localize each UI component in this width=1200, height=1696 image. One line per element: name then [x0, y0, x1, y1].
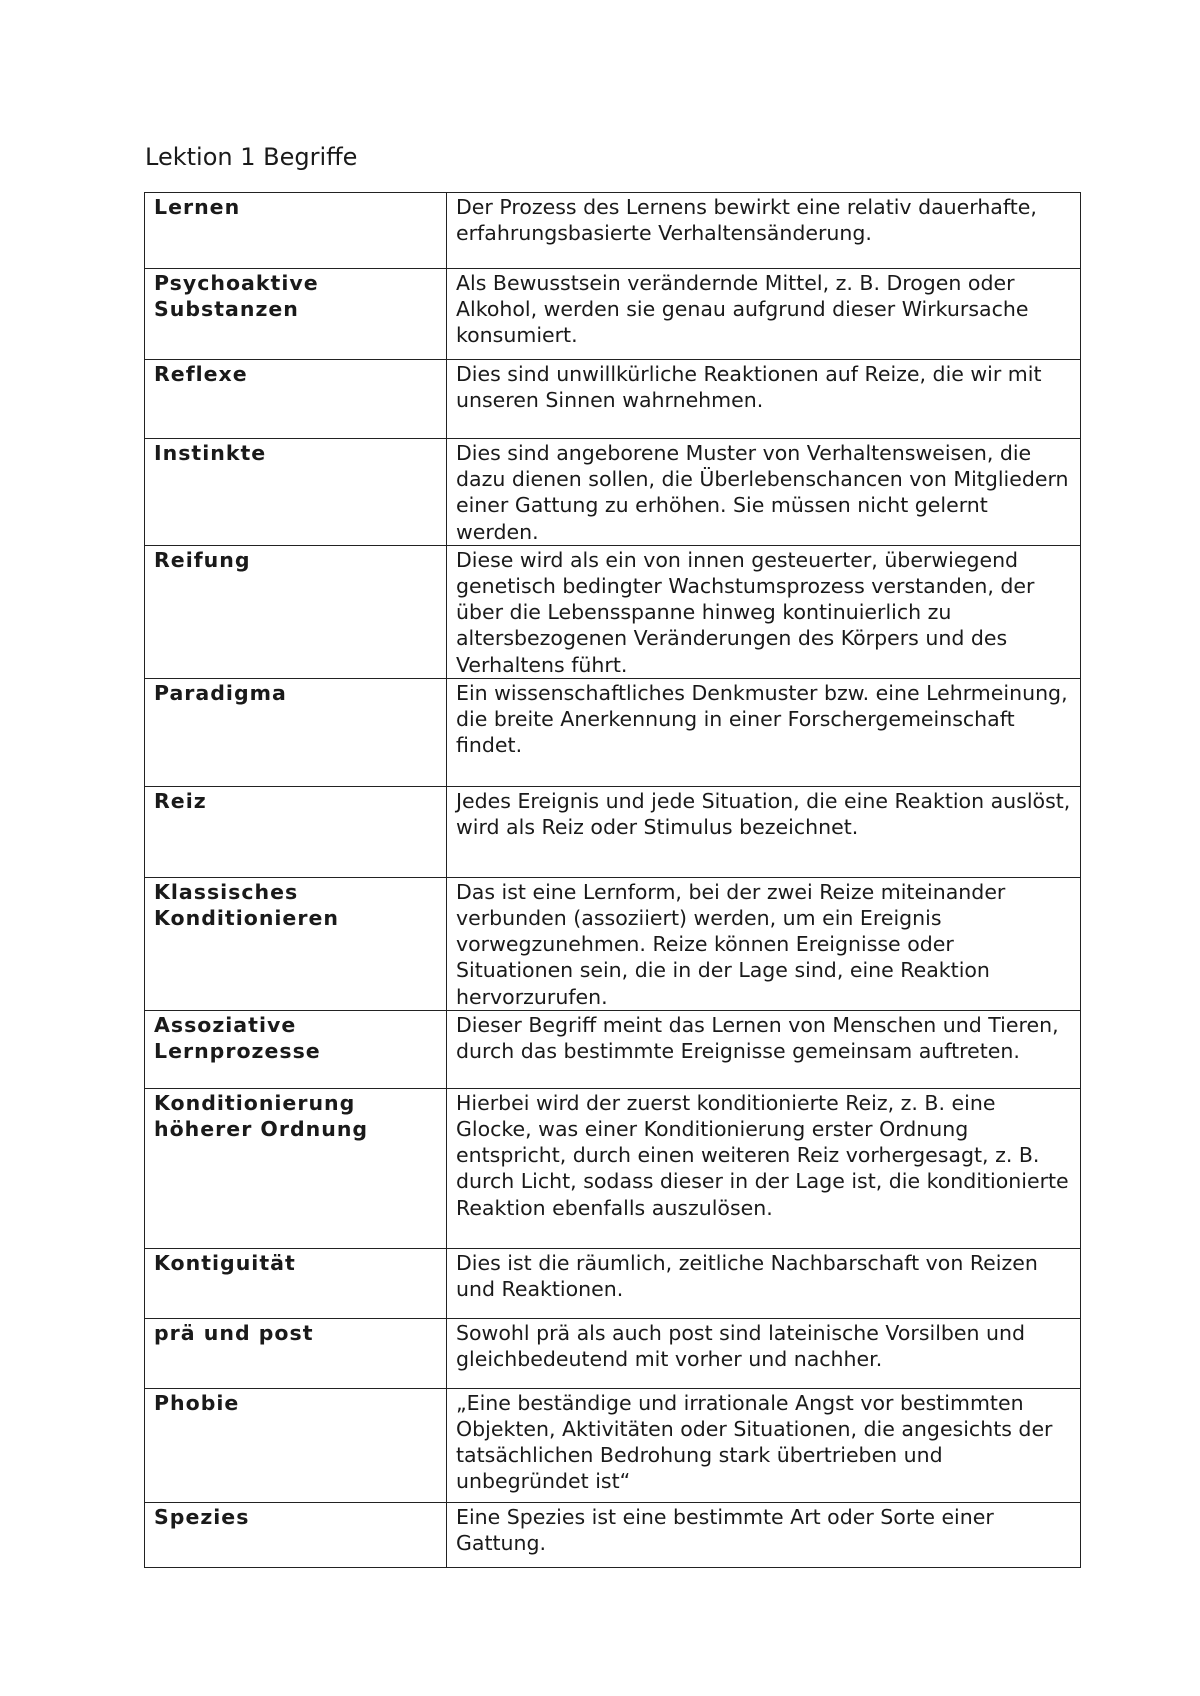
- table-row: [145, 1388, 1081, 1502]
- term-cell: Spezies: [145, 1502, 447, 1567]
- term-cell: Reflexe: [145, 360, 447, 439]
- definition-cell: Der Prozess des Lernens bewirkt eine relativ dauerhafte, erfahrungsbasierte Verhaltensänderung.: [447, 193, 1081, 269]
- definition-cell: Eine Spezies ist eine bestimmte Art oder Sorte einer Gattung.: [447, 1502, 1081, 1567]
- term-cell: Phobie: [145, 1388, 447, 1502]
- glossary-table: [144, 192, 1081, 1568]
- definition-cell: Dies sind angeborene Muster von Verhaltensweisen, die dazu dienen sollen, die Überlebenschancen von Mitgliedern einer Gattung zu erhöhen. Sie müssen nicht gelernt werden.: [447, 439, 1081, 546]
- table-row: [145, 1318, 1081, 1388]
- definition-cell: Hierbei wird der zuerst konditionierte Reiz, z. B. eine Glocke, was einer Konditionierung erster Ordnung entspricht, durch einen weiteren Reiz vorhergesagt, z. B. durch Licht, sodass dieser in der Lage ist, die konditionierte Reaktion ebenfalls auszulösen.: [447, 1088, 1081, 1248]
- definition-cell: Dies sind unwillkürliche Reaktionen auf Reize, die wir mit unseren Sinnen wahrnehmen.: [447, 360, 1081, 439]
- table-row: [145, 877, 1081, 1010]
- page-title: Lektion 1 Begriffe: [145, 143, 358, 171]
- term-cell: Lernen: [145, 193, 447, 269]
- definition-cell: Als Bewusstsein verändernde Mittel, z. B. Drogen oder Alkohol, werden sie genau aufgrund dieser Wirkursache konsumiert.: [447, 269, 1081, 360]
- table-row: [145, 360, 1081, 439]
- table-row: [145, 1088, 1081, 1248]
- term-cell: Kontiguität: [145, 1248, 447, 1318]
- term-cell: Klassisches Konditionieren: [145, 877, 447, 1010]
- term-cell: Konditionierung höherer Ordnung: [145, 1088, 447, 1248]
- definition-cell: Jedes Ereignis und jede Situation, die eine Reaktion auslöst, wird als Reiz oder Stimulus bezeichnet.: [447, 786, 1081, 877]
- definition-cell: Ein wissenschaftliches Denkmuster bzw. eine Lehrmeinung, die breite Anerkennung in einer Forschergemeinschaft findet.: [447, 678, 1081, 786]
- definition-cell: Sowohl prä als auch post sind lateinische Vorsilben und gleichbedeutend mit vorher und nachher.: [447, 1318, 1081, 1388]
- table-row: [145, 1010, 1081, 1088]
- table-row: [145, 1248, 1081, 1318]
- definition-cell: Dieser Begriff meint das Lernen von Menschen und Tieren, durch das bestimmte Ereignisse gemeinsam auftreten.: [447, 1010, 1081, 1088]
- definition-cell: „Eine beständige und irrationale Angst vor bestimmten Objekten, Aktivitäten oder Situationen, die angesichts der tatsächlichen Bedrohung stark übertrieben und unbegründet ist“: [447, 1388, 1081, 1502]
- term-cell: prä und post: [145, 1318, 447, 1388]
- table-row: [145, 1502, 1081, 1567]
- term-cell: Instinkte: [145, 439, 447, 546]
- definition-cell: Dies ist die räumlich, zeitliche Nachbarschaft von Reizen und Reaktionen.: [447, 1248, 1081, 1318]
- definition-cell: Diese wird als ein von innen gesteuerter, überwiegend genetisch bedingter Wachstumsprozess verstanden, der über die Lebensspanne hinweg kontinuierlich zu altersbezogenen Veränderungen des Körpers und des Verhaltens führt.: [447, 545, 1081, 678]
- table-row: [145, 269, 1081, 360]
- table-row: [145, 786, 1081, 877]
- term-cell: Psychoaktive Substanzen: [145, 269, 447, 360]
- table-row: [145, 545, 1081, 678]
- term-cell: Paradigma: [145, 678, 447, 786]
- definition-cell: Das ist eine Lernform, bei der zwei Reize miteinander verbunden (assoziiert) werden, um ein Ereignis vorwegzunehmen. Reize können Ereignisse oder Situationen sein, die in der Lage sind, eine Reaktion hervorzurufen.: [447, 877, 1081, 1010]
- table-row: [145, 439, 1081, 546]
- term-cell: Reiz: [145, 786, 447, 877]
- table-row: [145, 678, 1081, 786]
- table-row: [145, 193, 1081, 269]
- term-cell: Assoziative Lernprozesse: [145, 1010, 447, 1088]
- term-cell: Reifung: [145, 545, 447, 678]
